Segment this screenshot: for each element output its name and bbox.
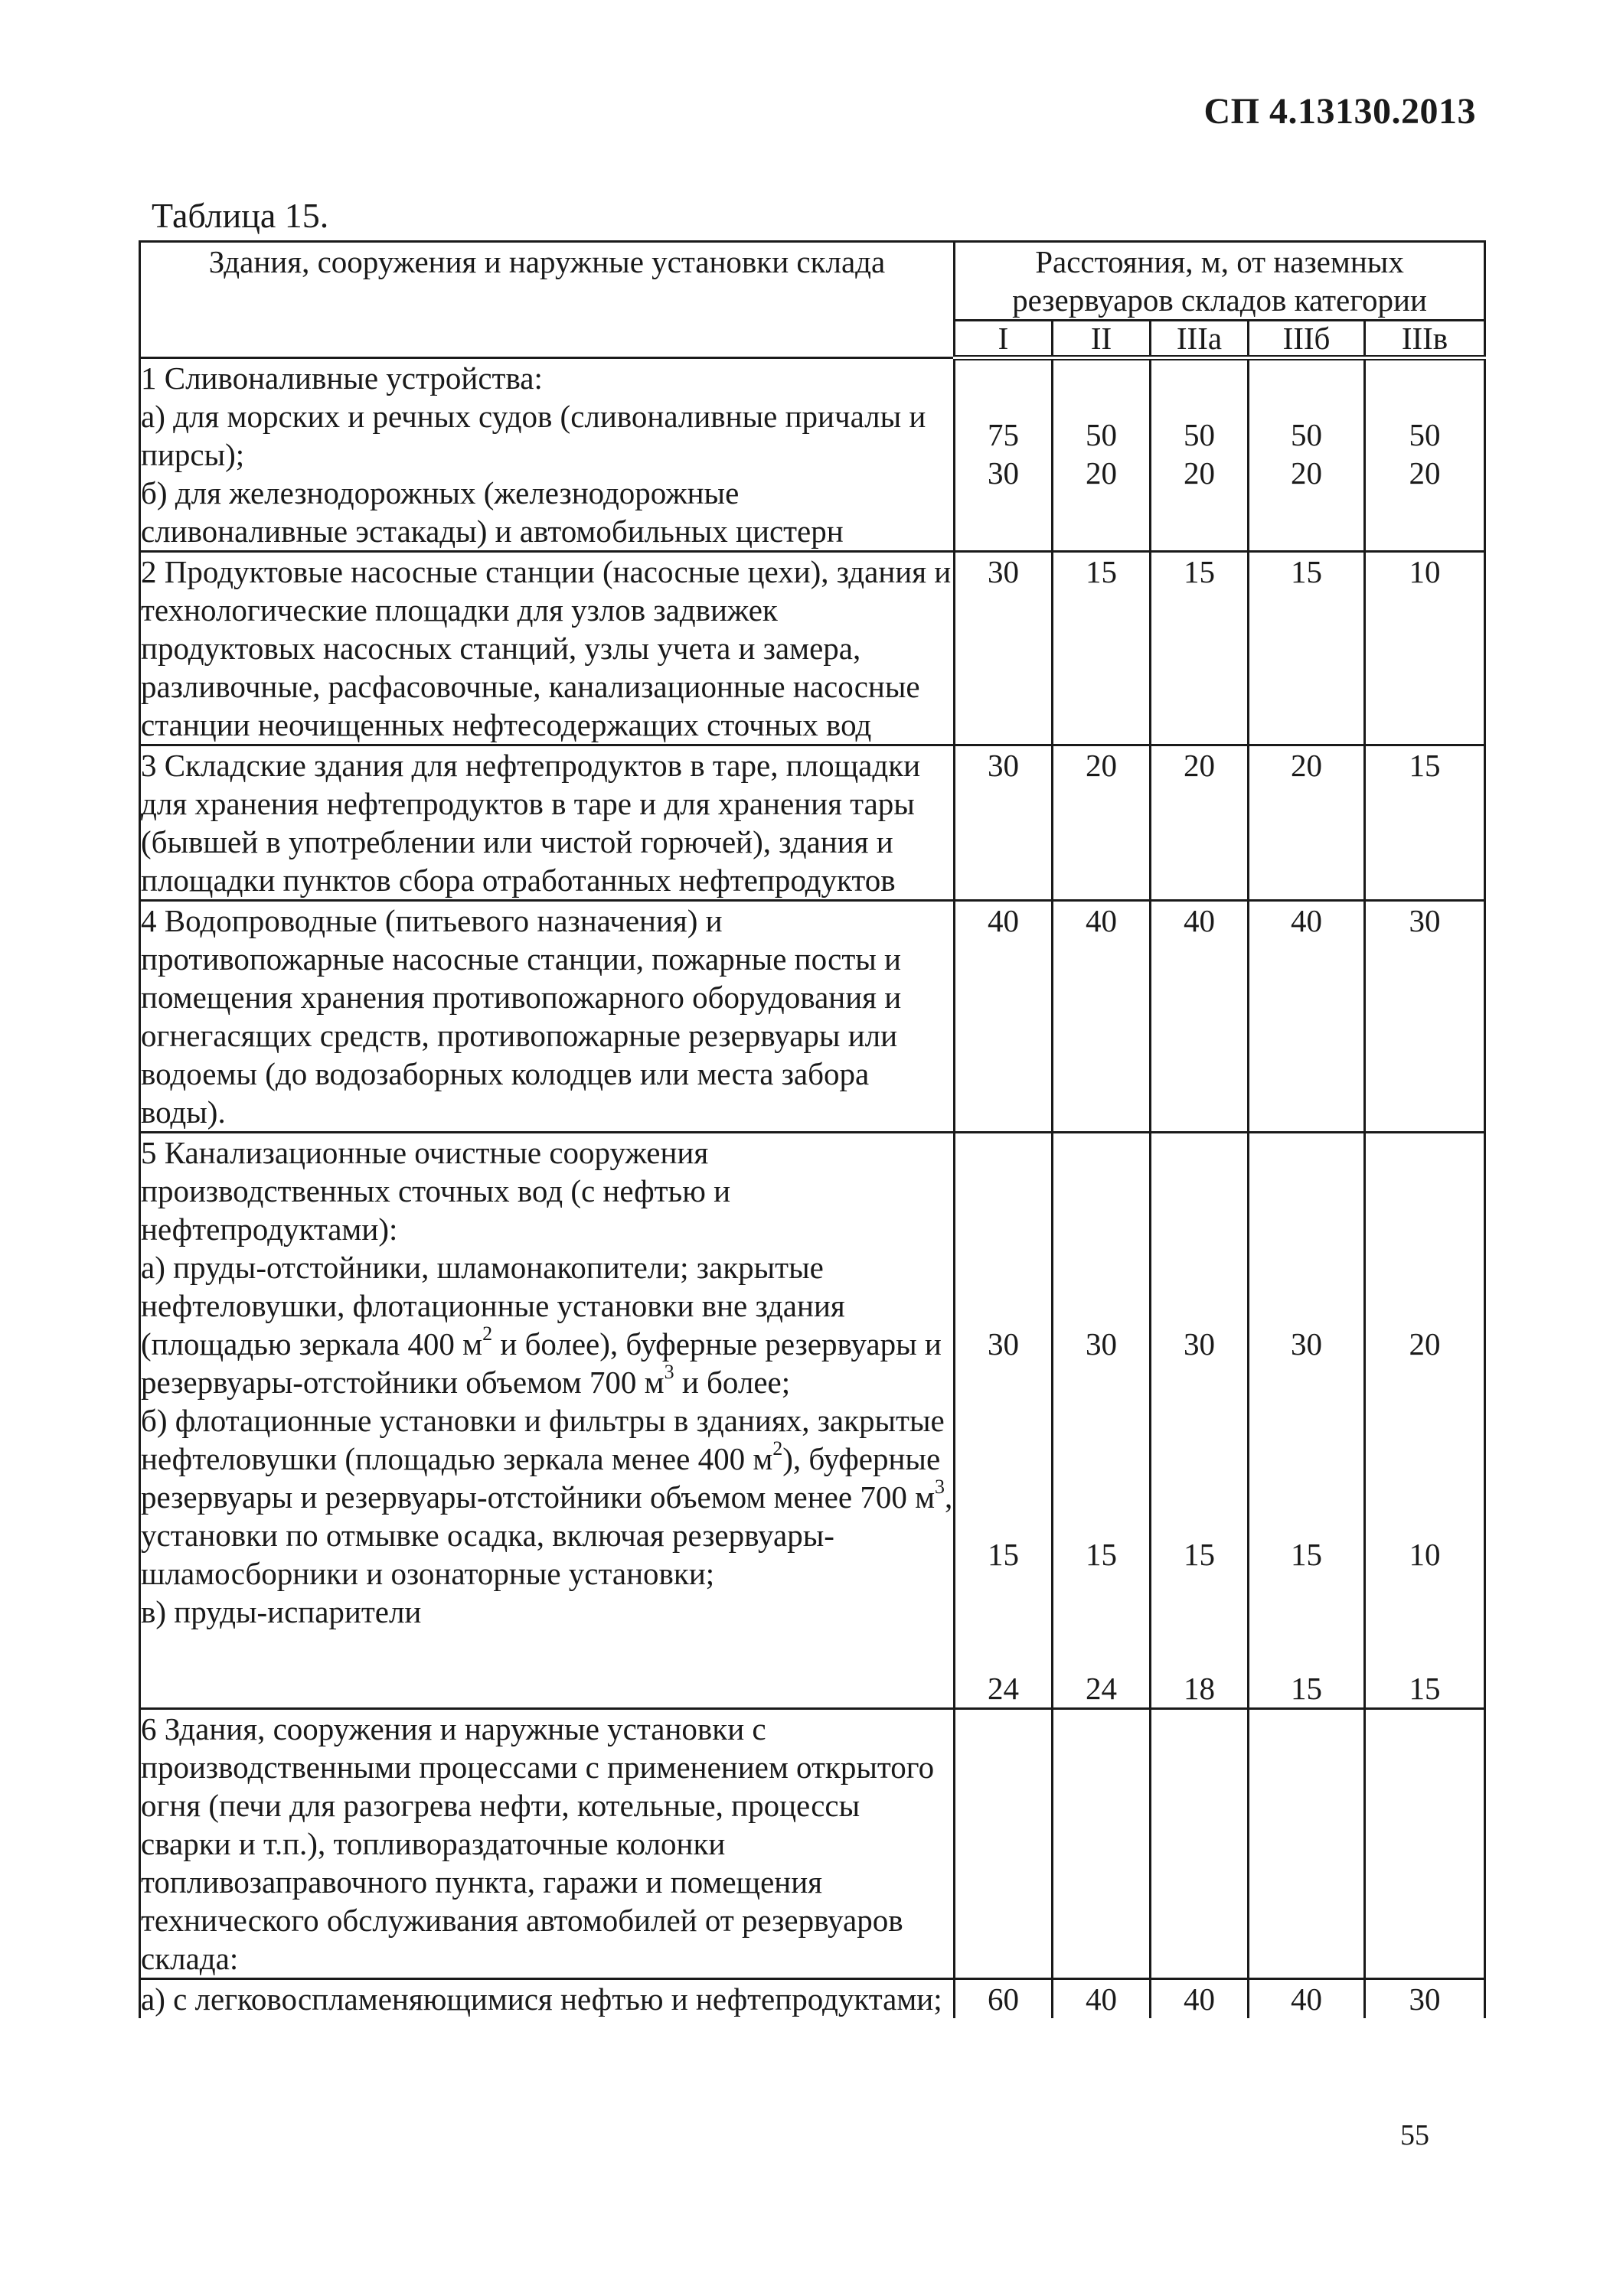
row-5-values-cat-3a xyxy=(1151,1133,1249,1709)
header-category-3b: IIIб xyxy=(1249,321,1365,358)
header-category-1: I xyxy=(955,321,1053,358)
value-cell: 20 xyxy=(1086,455,1117,491)
value-cell: 18 xyxy=(1184,1671,1215,1706)
value-cell: 24 xyxy=(1086,1671,1117,1706)
row-1-item-a: а) для морских и речных судов (сливоналивные причалы и пирсы); xyxy=(141,399,926,472)
value-cell: 20 xyxy=(1291,455,1322,491)
row-5-values-cat-2 xyxy=(1053,1133,1151,1709)
value-cell: 15 xyxy=(1365,745,1485,901)
row-1-values-cat-1 xyxy=(955,358,1053,552)
value-cell: 30 xyxy=(988,455,1019,491)
value-cell-empty xyxy=(1365,1709,1485,1979)
value-cell: 40 xyxy=(955,901,1053,1133)
row-6-description: 6 Здания, сооружения и наружные установки с производственными процессами с применением открытого огня (печи для разогрева нефти, котельные, процессы сварки и т.п.), топливораздаточные колонки топливозаправочного пункта, гаражи и помещения технического обслуживания автомобилей от резервуаров склада: xyxy=(140,1709,955,1979)
value-cell: 15 xyxy=(1151,552,1249,745)
value-cell: 30 xyxy=(1086,1326,1117,1362)
value-cell: 15 xyxy=(988,1537,1019,1572)
row-4-description: 4 Водопроводные (питьевого назначения) и противопожарные насосные станции, пожарные посты и помещения хранения противопожарного оборудования и огнегасящих средств, противопожарные резервуары или водоемы (до водозаборных колодцев или места забора воды). xyxy=(140,901,955,1133)
value-cell: 60 xyxy=(955,1979,1053,2019)
table-row xyxy=(140,901,1485,1133)
row-1-values-cat-3v xyxy=(1365,358,1485,552)
row-1-values-cat-3a xyxy=(1151,358,1249,552)
superscript: 3 xyxy=(935,1476,945,1499)
row-5-values-cat-3b xyxy=(1249,1133,1365,1709)
value-cell: 50 xyxy=(1086,417,1117,452)
value-cell: 30 xyxy=(1365,901,1485,1133)
value-cell: 20 xyxy=(1053,745,1151,901)
header-description: Здания, сооружения и наружные установки склада xyxy=(140,242,955,358)
row-2-description: 2 Продуктовые насосные станции (насосные цехи), здания и технологические площадки для узлов задвижек продуктовых насосных станций, узлы учета и замера, разливочные, расфасовочные, канализационные насосные станции неочищенных нефтесодержащих сточных вод xyxy=(140,552,955,745)
value-cell: 40 xyxy=(1053,901,1151,1133)
table-row xyxy=(140,358,1485,552)
row-5-item-a-part-1: а) пруды-отстойники, шламонакопители; закрытые нефтеловушки, флотационные установки вне здания (площадью зеркала 400 м xyxy=(141,1250,845,1362)
superscript: 3 xyxy=(664,1361,674,1384)
table-caption: Таблица 15. xyxy=(152,196,329,235)
table-row xyxy=(140,552,1485,745)
value-cell: 30 xyxy=(1365,1979,1485,2019)
document-code: СП 4.13130.2013 xyxy=(1203,91,1476,132)
value-cell: 20 xyxy=(1151,745,1249,901)
value-cell: 50 xyxy=(1184,417,1215,452)
header-category-3a: IIIа xyxy=(1151,321,1249,358)
row-5-title: 5 Канализационные очистные сооружения производственных сточных вод (с нефтью и нефтепродуктами): xyxy=(141,1135,731,1247)
value-cell: 40 xyxy=(1249,901,1365,1133)
value-cell: 15 xyxy=(1409,1671,1441,1706)
value-cell: 20 xyxy=(1184,455,1215,491)
value-cell-empty xyxy=(1249,1709,1365,1979)
row-1-values-cat-3b xyxy=(1249,358,1365,552)
value-cell: 24 xyxy=(988,1671,1019,1706)
header-category-3v: IIIв xyxy=(1365,321,1485,358)
table-row xyxy=(140,745,1485,901)
row-7-description: а) с легковоспламеняющимися нефтью и нефтепродуктами; xyxy=(140,1979,955,2019)
row-5-item-b-part-3: , установки по отмывке осадка, включая резервуары-шламосборники и озонаторные установки; xyxy=(141,1479,953,1591)
value-cell: 10 xyxy=(1409,1537,1441,1572)
superscript: 2 xyxy=(482,1322,493,1345)
superscript: 2 xyxy=(772,1437,783,1460)
page-number: 55 xyxy=(1400,2119,1429,2151)
value-cell: 30 xyxy=(1291,1326,1322,1362)
value-cell: 15 xyxy=(1291,1671,1322,1706)
table-row xyxy=(140,1133,1485,1709)
header-category-2: II xyxy=(1053,321,1151,358)
value-cell: 30 xyxy=(1184,1326,1215,1362)
row-5-item-b xyxy=(141,1401,953,1593)
value-cell: 75 xyxy=(988,417,1019,452)
value-cell-empty xyxy=(1053,1709,1151,1979)
row-1-description xyxy=(140,358,955,552)
row-5-item-c: в) пруды-испарители xyxy=(141,1594,422,1629)
value-cell-empty xyxy=(955,1709,1053,1979)
table-row xyxy=(140,1709,1485,1979)
row-5-values-cat-3v xyxy=(1365,1133,1485,1709)
row-5-item-a xyxy=(141,1248,953,1401)
header-group-line-2: резервуаров складов категории xyxy=(1012,282,1427,318)
value-cell: 15 xyxy=(1184,1537,1215,1572)
header-group-line-1: Расстояния, м, от наземных xyxy=(1035,244,1404,279)
value-cell: 15 xyxy=(1086,1537,1117,1572)
value-cell: 50 xyxy=(1291,417,1322,452)
value-cell: 20 xyxy=(1409,455,1441,491)
value-cell: 40 xyxy=(1151,1979,1249,2019)
row-5-item-a-part-2: и более), буферные резервуары и резервуары-отстойники объемом 700 м xyxy=(141,1326,942,1400)
header-distance-group xyxy=(955,242,1485,321)
row-1-item-b: б) для железнодорожных (железнодорожные сливоналивные эстакады) и автомобильных цистерн xyxy=(141,475,844,549)
value-cell: 10 xyxy=(1365,552,1485,745)
distance-table xyxy=(139,240,1486,2018)
value-cell: 30 xyxy=(955,745,1053,901)
value-cell: 20 xyxy=(1409,1326,1441,1362)
value-cell: 20 xyxy=(1249,745,1365,901)
row-1-values-cat-2 xyxy=(1053,358,1151,552)
row-3-description: 3 Складские здания для нефтепродуктов в таре, площадки для хранения нефтепродуктов в таре и для хранения тары (бывшей в употреблении или чистой горючей), здания и площадки пунктов сбора отработанных нефтепродуктов xyxy=(140,745,955,901)
row-1-title: 1 Сливоналивные устройства: xyxy=(141,360,543,396)
row-5-item-b-part-2: ), буферные резервуары и резервуары-отстойники объемом менее 700 м xyxy=(141,1441,941,1515)
row-5-item-a-part-3: и более; xyxy=(674,1365,791,1400)
value-cell: 15 xyxy=(1249,552,1365,745)
row-5-item-b-part-1: б) флотационные установки и фильтры в зданиях, закрытые нефтеловушки (площадью зеркала менее 400 м xyxy=(141,1403,945,1476)
value-cell: 40 xyxy=(1249,1979,1365,2019)
table-row xyxy=(140,1979,1485,2019)
value-cell: 15 xyxy=(1053,552,1151,745)
value-cell: 50 xyxy=(1409,417,1441,452)
value-cell: 30 xyxy=(988,1326,1019,1362)
value-cell: 30 xyxy=(955,552,1053,745)
value-cell: 40 xyxy=(1151,901,1249,1133)
row-5-description xyxy=(140,1133,955,1709)
value-cell: 15 xyxy=(1291,1537,1322,1572)
value-cell-empty xyxy=(1151,1709,1249,1979)
row-5-values-cat-1 xyxy=(955,1133,1053,1709)
value-cell: 40 xyxy=(1053,1979,1151,2019)
